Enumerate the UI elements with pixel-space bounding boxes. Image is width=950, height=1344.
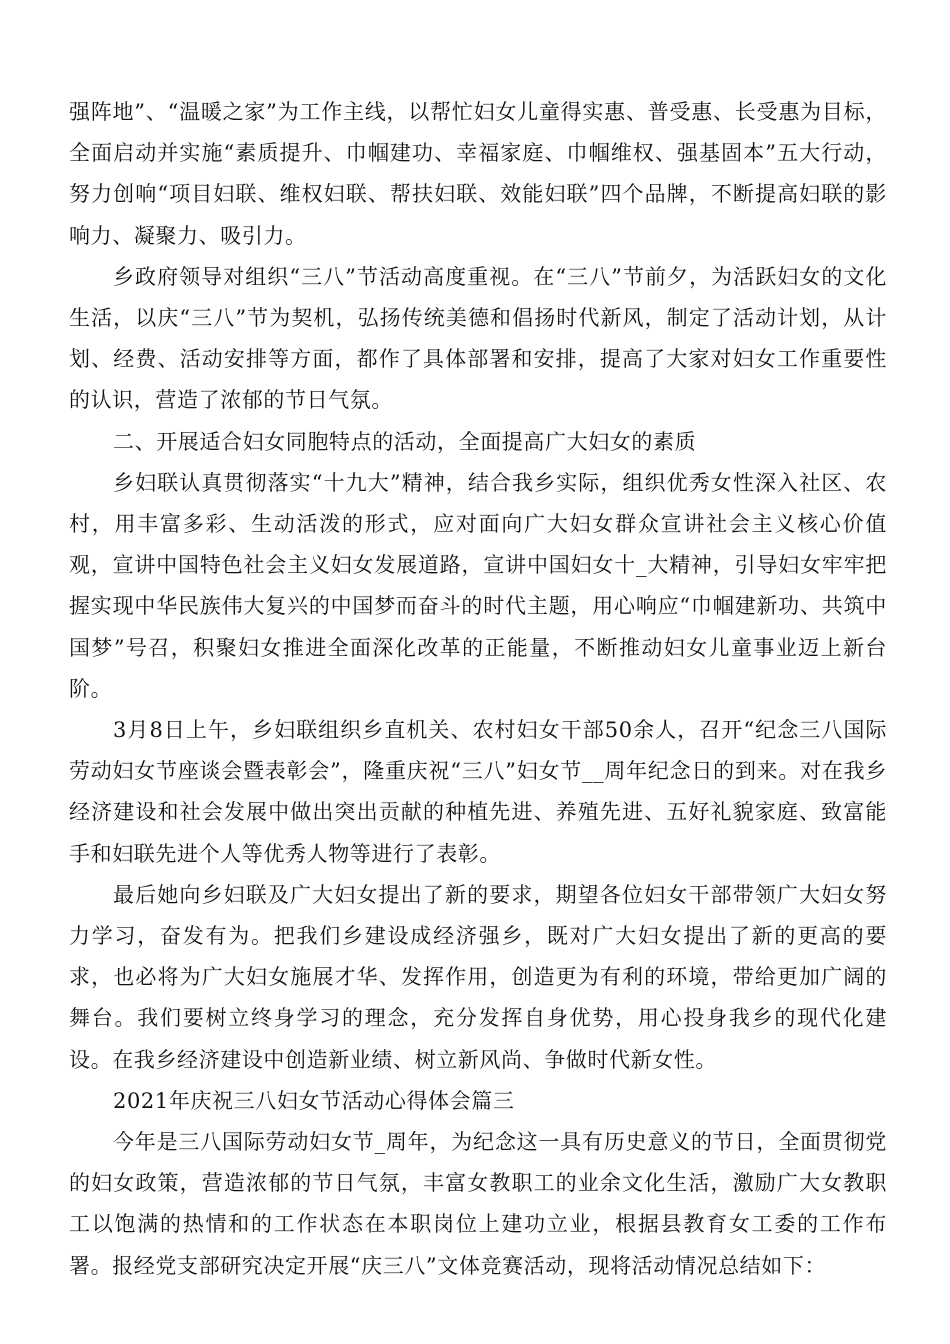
article-title-part-three: 2021年庆祝三八妇女节活动心得体会篇三 xyxy=(113,1088,515,1113)
paragraph-introduction: 今年是三八国际劳动妇女节_周年，为纪念这一具有历史意义的节日，全面贯彻党的妇女政策，营造浓郁的节日气氛，丰富女教职工的业余文化生活，激励广大女教职工以饱满的热情和的工作状态在本职岗位上建功立业，根据县教育女工委的工作布署。报经党支部研究决定开展“庆三八”文体竞赛活动，现将活动情况总结如下： xyxy=(69,1130,887,1278)
paragraph-requirements: 最后她向乡妇联及广大妇女提出了新的要求，期望各位妇女干部带领广大妇女努力学习，奋发有为。把我们乡建设成经济强乡，既对广大妇女提出了新的更高的要求，也必将为广大妇女施展才华、发挥作用，创造更为有利的环境，带给更加广阔的舞台。我们要树立终身学习的理念，充分发挥自身优势，用心投身我乡的现代化建设。在我乡经济建设中创造新业绩、树立新风尚、争做时代新女性。 xyxy=(69,882,887,1072)
paragraph-propaganda: 乡妇联认真贯彻落实“十九大”精神，结合我乡实际，组织优秀女性深入社区、农村，用丰富多彩、生动活泼的形式，应对面向广大妇女群众宣讲社会主义核心价值观，宣讲中国特色社会主义妇女发展道路，宣讲中国妇女十_大精神，引导妇女牢牢把握实现中华民族伟大复兴的中国梦而奋斗的时代主题，用心响应“巾帼建新功、共筑中国梦”号召，积聚妇女推进全面深化改革的正能量，不断推动妇女儿童事业迈上新台阶。 xyxy=(69,470,887,701)
section-heading-activities: 二、开展适合妇女同胞特点的活动，全面提高广大妇女的素质 xyxy=(113,429,697,454)
paragraph-meeting: 3月8日上午，乡妇联组织乡直机关、农村妇女干部50余人，召开“纪念三八国际劳动妇女节座谈会暨表彰会”，隆重庆祝“三八”妇女节__周年纪念日的到来。对在我乡经济建设和社会发展中做出突出贡献的种植先进、养殖先进、五好礼貌家庭、致富能手和妇联先进个人等优秀人物等进行了表彰。 xyxy=(69,718,887,866)
paragraph-continuation: 强阵地”、“温暖之家”为工作主线，以帮忙妇女儿童得实惠、普受惠、长受惠为目标，全面启动并实施“素质提升、巾帼建功、幸福家庭、巾帼维权、强基固本”五大行动，努力创响“项目妇联、维权妇联、帮扶妇联、效能妇联”四个品牌，不断提高妇联的影响力、凝聚力、吸引力。 xyxy=(69,100,887,248)
document-body xyxy=(69,92,887,1287)
paragraph-leadership: 乡政府领导对组织“三八”节活动高度重视。在“三八”节前夕，为活跃妇女的文化生活，以庆“三八”节为契机，弘扬传统美德和倡扬时代新风，制定了活动计划，从计划、经费、活动安排等方面，都作了具体部署和安排，提高了大家对妇女工作重要性的认识，营造了浓郁的节日气氛。 xyxy=(69,264,887,413)
